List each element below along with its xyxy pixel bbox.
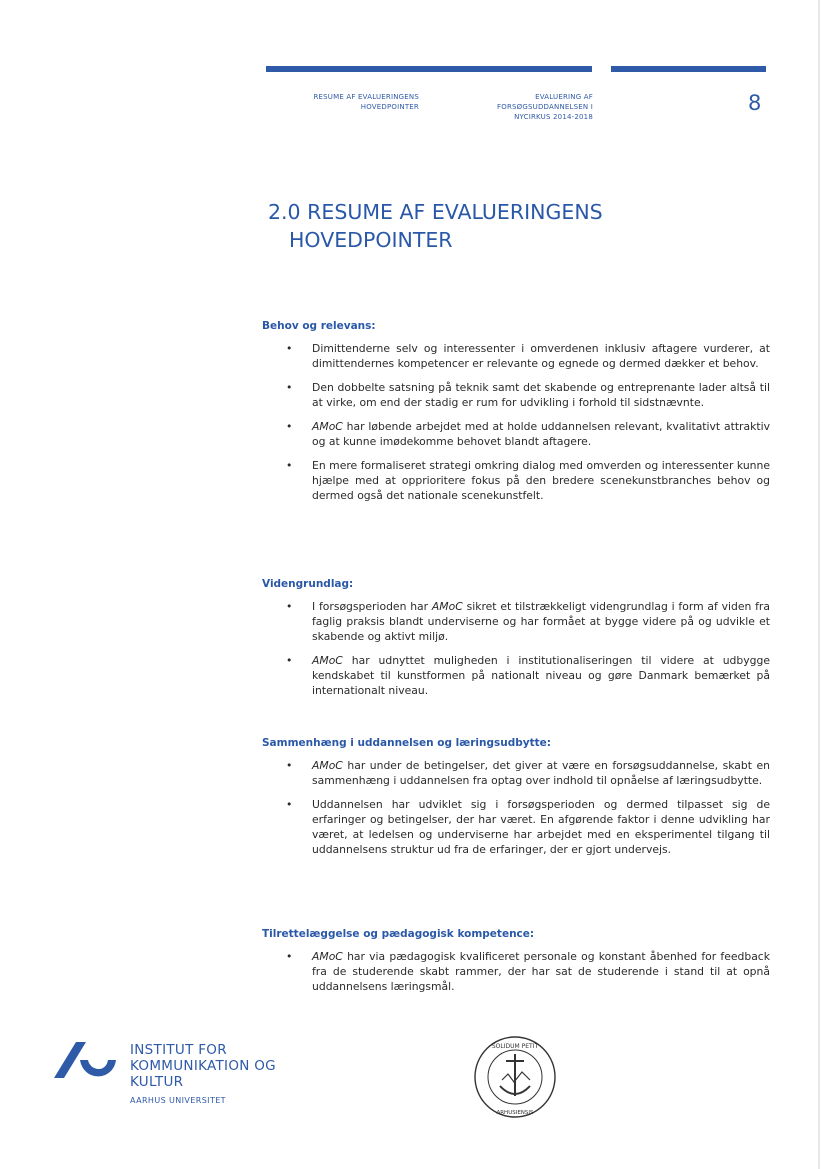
institute-line: KULTUR: [130, 1074, 184, 1090]
bullet-text: Dimittenderne selv og interessenter i omverdenen inklusiv aftagere vurderer, at dimittendernes kompetencer er relevante og egnede og dermed dækker et behov.: [312, 342, 770, 370]
bullet-item: [262, 758, 770, 788]
section-videngrundlag: [262, 578, 770, 707]
running-header-line: NYCIRKUS 2014-2018: [514, 113, 593, 121]
bullet-icon: •: [286, 600, 293, 613]
running-header-line: EVALUERING AF: [535, 93, 593, 101]
bullet-item: [262, 949, 770, 994]
bullet-text: AMoC har via pædagogisk kvalificeret personale og konstant åbenhed for feedback fra de studerende skabt rammer, der har sat de studerende i stand til at opnå uddannelsens læringsmål.: [312, 950, 770, 993]
bullet-text: AMoC har udnyttet muligheden i institutionaliseringen til videre at udbygge kendskabet til kunstformen på nationalt niveau og gøre Danmark bemærket på internationalt niveau.: [312, 654, 770, 697]
bullet-item: [262, 380, 770, 410]
au-logo-icon: [52, 1038, 118, 1086]
university-name: AARHUS UNIVERSITET: [130, 1096, 226, 1105]
page-title-line: HOVEDPOINTER: [289, 228, 453, 252]
university-seal-icon: [472, 1034, 558, 1124]
bullet-item: [262, 458, 770, 503]
bullet-icon: •: [286, 459, 293, 472]
running-header-line: HOVEDPOINTER: [360, 103, 419, 111]
bullet-icon: •: [286, 342, 293, 355]
section-sammenhaeng: [262, 737, 770, 866]
bullet-item: [262, 653, 770, 698]
bullet-icon: •: [286, 420, 293, 433]
section-heading: Videngrundlag:: [262, 578, 354, 590]
bullet-item: [262, 341, 770, 371]
running-header-line: RESUME AF EVALUERINGENS: [313, 93, 419, 101]
bullet-text: AMoC har under de betingelser, det giver at være en forsøgsuddannelse, skabt en sammenhæng i uddannelsen fra optag over indhold til opnåelse af læringsudbytte.: [312, 759, 770, 787]
bullet-text: AMoC har løbende arbejdet med at holde uddannelsen relevant, kvalitativt attraktiv og at kunne imødekomme behovet blandt aftagere.: [312, 420, 770, 448]
section-heading: Tilrettelæggelse og pædagogisk kompetence:: [262, 928, 535, 940]
page-edge-shadow: [818, 0, 820, 1169]
page-title-line: 2.0 RESUME AF EVALUERINGENS: [268, 200, 603, 224]
bullet-icon: •: [286, 654, 293, 667]
running-header-document: [470, 92, 593, 122]
bullet-text: Den dobbelte satsning på teknik samt det skabende og entreprenante lader altså til at virke, om end der stadig er rum for udvikling i forhold til sidstnævnte.: [312, 381, 770, 409]
page-title: [268, 198, 603, 254]
section-heading: Sammenhæng i uddannelsen og læringsudbytte:: [262, 737, 551, 749]
header-bar-left: [266, 66, 592, 72]
header-bar-right: [611, 66, 766, 72]
bullet-icon: •: [286, 798, 293, 811]
bullet-item: [262, 797, 770, 857]
running-header-section: [292, 92, 419, 112]
page-number: 8: [748, 91, 762, 115]
institute-name: [130, 1042, 276, 1109]
bullet-icon: •: [286, 381, 293, 394]
bullet-list: [262, 599, 770, 698]
section-heading: Behov og relevans:: [262, 320, 376, 332]
running-header-line: FORSØGSUDDANNELSEN I: [497, 103, 593, 111]
bullet-list: [262, 949, 770, 994]
bullet-text: En mere formaliseret strategi omkring dialog med omverden og interessenter kunne hjælpe med at opprioritere fokus på den bredere scenekunstbranches behov og dermed også det nationale scenekunstfelt.: [312, 459, 770, 502]
bullet-item: [262, 599, 770, 644]
bullet-text: I forsøgsperioden har AMoC sikret et tilstrækkeligt videngrundlag i form af viden fra faglig praksis blandt underviserne og har formået at bygge videre på og udvikle et skabende og aktivt miljø.: [312, 600, 770, 643]
bullet-text: Uddannelsen har udviklet sig i forsøgsperioden og dermed tilpasset sig de erfaringer og betingelser, der har været. En afgørende faktor i denne udvikling har været, at ledelsen og underviserne har arbejdet med en eksperimentel tilgang til uddannelsens struktur ud fra de erfaringer, der er gjort undervejs.: [312, 798, 770, 856]
section-tilrettelaeggelse: [262, 928, 770, 1003]
svg-text:ARHUSIENSIS: ARHUSIENSIS: [496, 1110, 534, 1116]
bullet-list: [262, 341, 770, 503]
svg-text:SOLIDUM PETIT: SOLIDUM PETIT: [491, 1043, 539, 1050]
bullet-list: [262, 758, 770, 857]
bullet-icon: •: [286, 950, 293, 963]
institute-line: KOMMUNIKATION OG: [130, 1058, 276, 1074]
institute-line: INSTITUT FOR: [130, 1042, 227, 1058]
section-behov-og-relevans: [262, 320, 770, 512]
bullet-icon: •: [286, 759, 293, 772]
bullet-item: [262, 419, 770, 449]
